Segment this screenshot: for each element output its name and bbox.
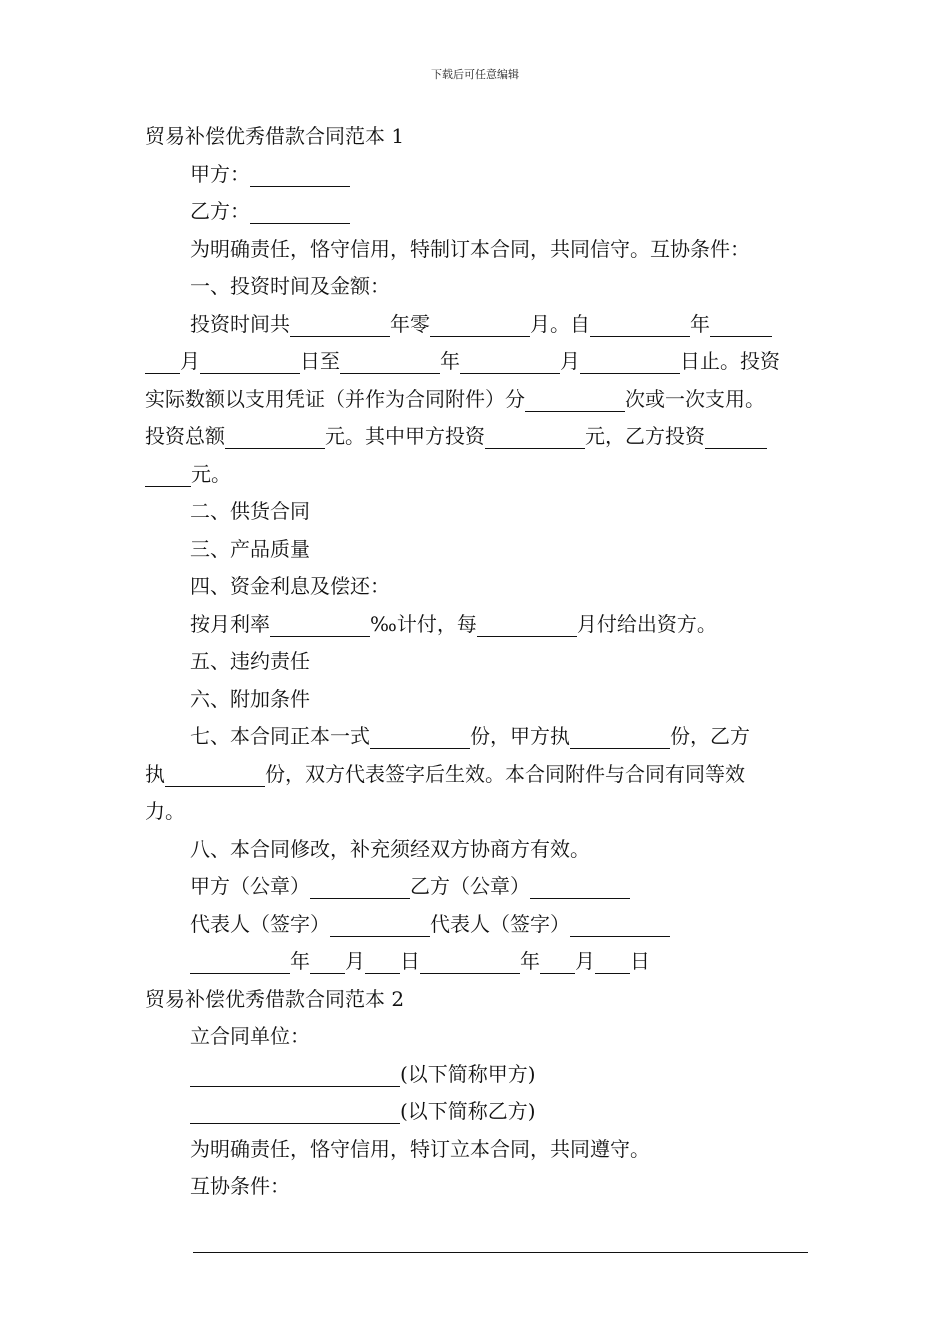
blank-field[interactable] [200,347,300,374]
blank-field[interactable] [485,422,585,449]
text-span: 日 [630,949,650,973]
blank-field[interactable] [365,947,400,974]
text-span: 年 [290,949,310,973]
blank-field[interactable] [710,310,772,337]
blank-field[interactable] [525,385,625,412]
text-span: 代表人（签字） [430,911,570,936]
party-b-line [145,193,825,231]
section-3-heading: 三、产品质量 [190,536,310,561]
terms-label: 互协条件： [190,1174,290,1198]
total-investment-line-cont [145,456,825,494]
text-span: 月付给出资方。 [576,611,717,636]
blank-field[interactable] [430,310,530,337]
blank-field[interactable] [310,872,410,899]
section-7-line-end: 力。 [145,799,185,823]
text-span: ‰计付，每 [370,611,477,636]
text-span: 日至 [300,349,340,373]
text-span: 份，乙方 [670,724,750,748]
text-span: 月 [560,349,580,373]
text-span: 年 [690,311,710,336]
contract-title-2: 贸易补偿优秀借款合同范本 2 [145,986,405,1011]
section-8-line: 八、本合同修改，补充须经双方协商方有效。 [190,836,590,861]
text-span: 月。自 [530,311,590,336]
blank-field[interactable] [530,872,630,899]
blank-field[interactable] [340,347,440,374]
blank-field[interactable] [225,422,325,449]
blank-field[interactable] [460,347,560,374]
blank-field[interactable] [370,722,470,749]
section-1-heading: 一、投资时间及金额： [190,274,390,298]
blank-field[interactable] [193,1226,808,1253]
section-5-heading: 五、违约责任 [190,649,310,673]
blank-field[interactable] [270,610,370,637]
section-7-line [145,718,825,756]
blank-field[interactable] [590,310,690,337]
text-span: 投资时间共 [190,311,290,336]
intro-paragraph: 为明确责任，恪守信用，特制订本合同，共同信守。互协条件： [190,236,750,261]
blank-field[interactable] [250,197,350,224]
blank-field[interactable] [570,722,670,749]
blank-field[interactable] [540,947,575,974]
text-span: 元。 [191,461,231,486]
text-span: 元，乙方投资 [585,424,705,448]
text-span: 代表人（签字） [190,911,330,936]
party-a-label: 甲方： [190,161,250,186]
text-span: 实际数额以支用凭证（并作为合同附件）分 [145,386,525,411]
text-span: 月 [345,949,365,973]
contract-units-label: 立合同单位： [190,1024,310,1048]
contract-title-1: 贸易补偿优秀借款合同范本 1 [145,124,405,148]
page-header: 下载后可任意编辑 [431,68,519,81]
blank-field[interactable] [580,347,680,374]
text-span: 份，甲方执 [470,724,570,748]
unit-a-line [145,1056,825,1094]
signature-line [145,906,825,944]
blank-field[interactable] [595,947,630,974]
text-span: 按月利率 [190,611,270,636]
blank-field[interactable] [477,610,577,637]
text-span: (以下简称甲方) [400,1061,536,1086]
interest-rate-line [145,606,825,644]
seal-line [145,868,825,906]
party-a-line [145,156,825,194]
text-span: 元。其中甲方投资 [325,424,485,448]
blank-field[interactable] [330,910,430,937]
text-span: 年零 [390,311,430,336]
blank-field[interactable] [570,910,670,937]
text-span: 乙方（公章） [410,874,530,898]
text-span: (以下简称乙方) [400,1099,536,1123]
text-span: 日 [400,949,420,973]
text-span: 执 [145,761,165,786]
text-span: 年 [520,949,540,973]
total-investment-line [145,418,825,456]
blank-field[interactable] [165,760,265,787]
blank-field[interactable] [705,422,767,449]
party-b-label: 乙方： [190,199,250,223]
section-7-line-cont [145,756,825,794]
blank-field[interactable] [290,310,390,337]
section-2-heading: 二、供货合同 [190,499,310,523]
text-span: 投资总额 [145,424,225,448]
blank-field[interactable] [250,160,350,187]
text-span: 份，双方代表签字后生效。本合同附件与合同有同等效 [265,761,745,786]
section-6-heading: 六、附加条件 [190,686,310,711]
blank-field[interactable] [310,947,345,974]
text-span: 日止。投资 [680,349,780,373]
investment-dates-line [145,343,825,381]
text-span: 甲方（公章） [190,874,310,898]
contract-body [145,118,825,1246]
blank-field[interactable] [190,1097,400,1124]
blank-field[interactable] [145,347,180,374]
text-span: 月 [575,949,595,973]
investment-period-line [145,306,825,344]
blank-field[interactable] [420,947,520,974]
blank-field[interactable] [190,1060,400,1087]
blank-field[interactable] [145,460,191,487]
date-line [145,943,825,981]
text-span: 月 [180,349,200,373]
text-span: 七、本合同正本一式 [190,724,370,748]
actual-amount-line [145,381,825,419]
text-span: 年 [440,349,460,373]
unit-b-line [145,1093,825,1131]
blank-field[interactable] [190,947,290,974]
terms-blank-line [145,1226,825,1246]
text-span: 次或一次支用。 [625,386,765,411]
intro-paragraph-2: 为明确责任，恪守信用，特订立本合同，共同遵守。 [190,1136,650,1161]
section-4-heading: 四、资金利息及偿还： [190,574,390,598]
